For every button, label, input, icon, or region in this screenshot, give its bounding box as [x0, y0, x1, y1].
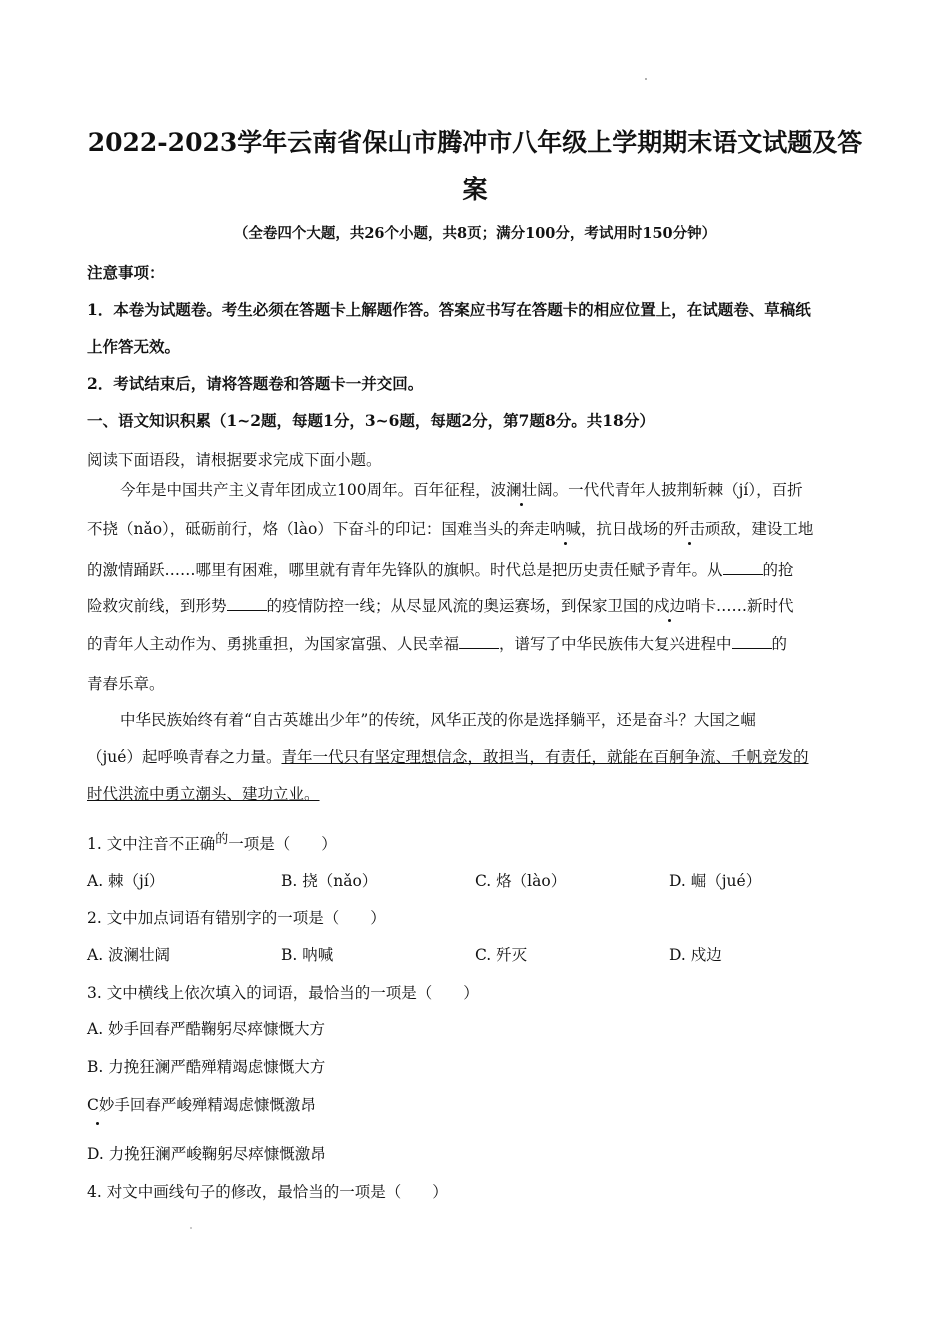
passage-line: 青春乐章。 [87, 675, 165, 693]
q2-option-c: C. 歼灭 [475, 946, 528, 964]
q3-option-b: B. 力挽狂澜严酷殚精竭虑慷慨大方 [87, 1058, 326, 1076]
passage-line: （jué）起呼唤青春之力量。青年一代只有坚定理想信念，敢担当，有责任，就能在百舸争流、千帆竞发的 [87, 748, 809, 766]
question-1: 1. 文中注音不正确$^的$一项是（ ） [87, 832, 337, 853]
stray-dot [96, 1122, 99, 1125]
q1-option-d: D. 崛（jué） [669, 872, 762, 890]
fill-blank [732, 634, 772, 649]
document-title-line1: 2022-2023学年云南省保山市腾冲市八年级上学期期末语文试题及答 [87, 128, 863, 157]
passage-line [87, 783, 320, 805]
exam-info: （全卷四个大题，共26个小题，共8页；满分100分，考试用时150分钟） [233, 225, 717, 242]
question-4: 4. 对文中画线句子的修改，最恰当的一项是（ ） [87, 1183, 448, 1201]
underlined-sentence: 时代洪流中勇立潮头、建功立业。 [87, 785, 320, 803]
notice-item-1: 1．本卷为试题卷。考生必须在答题卡上解题作答。答案应书写在答题卡的相应位置上，在试题卷、草稿纸 [87, 300, 811, 319]
passage-intro: 阅读下面语段，请根据要求完成下面小题。 [87, 451, 382, 469]
dotted-term: 呐喊 [549, 520, 581, 538]
question-3: 3. 文中横线上依次填入的词语，最恰当的一项是（ ） [87, 984, 479, 1002]
q3-option-c: C妙手回春严峻殚精竭虑慷慨激昂 [87, 1096, 316, 1114]
q3-option-a: A. 妙手回春严酷鞠躬尽瘁慷慨大方 [87, 1020, 326, 1038]
section-heading: 一、语文知识积累（1~2题，每题1分，3~6题，每题2分，第7题8分。共18分） [87, 411, 655, 430]
q2-option-a: A. 波澜壮阔 [87, 946, 171, 964]
q1-option-c: C. 烙（lào） [475, 872, 567, 890]
q2-option-d: D. 戍边 [669, 946, 722, 964]
passage-line: 的青年人主动作为、勇挑重担，为国家富强、人民幸福 ，谱写了中华民族伟大复兴进程中 的 [87, 635, 788, 653]
document-title-line2: 案 [462, 175, 488, 204]
dotted-term: 戍边 [654, 597, 686, 615]
passage-line: 不挠（nǎo），砥砺前行，烙（lào）下奋斗的印记：国难当头的奔走呐喊，抗日战场的歼击顽敌，建设工地 [87, 520, 814, 538]
q2-option-b: B. 呐喊 [281, 946, 334, 964]
passage-line: 的激情踊跃……哪里有困难，哪里就有青年先锋队的旗帜。时代总是把历史责任赋予青年。从 的抢 [87, 561, 794, 579]
passage-line: 今年是中国共产主义青年团成立100周年。百年征程，波澜壮阔。一代代青年人披荆斩棘（jí），百折 [120, 481, 803, 499]
q1-option-b: B. 挠（nǎo） [281, 872, 378, 890]
scan-speck [645, 78, 647, 80]
q3-option-d: D. 力挽狂澜严峻鞠躬尽瘁慷慨激昂 [87, 1145, 326, 1163]
passage-line: 险救灾前线，到形势 的疫情防控一线；从尽显风流的奥运赛场，到保家卫国的戍边哨卡……新时代 [87, 597, 794, 615]
underlined-sentence: 青年一代只有坚定理想信念，敢担当，有责任，就能在百舸争流、千帆竞发的 [281, 748, 809, 766]
passage-line: 中华民族始终有着“自古英雄出少年”的传统，风华正茂的你是选择躺平，还是奋斗？大国之崛 [120, 711, 756, 729]
dotted-term: 波澜壮阔 [490, 481, 553, 499]
notice-item-1-cont: 上作答无效。 [87, 337, 181, 356]
fill-blank [459, 634, 499, 649]
dotted-term: 歼击 [673, 520, 705, 538]
notice-item-2: 2．考试结束后，请将答题卷和答题卡一并交回。 [87, 374, 424, 393]
q1-option-a: A. 棘（jí） [87, 872, 165, 890]
question-2: 2. 文中加点词语有错别字的一项是（ ） [87, 909, 386, 927]
fill-blank [723, 560, 763, 575]
notice-heading: 注意事项： [87, 263, 165, 282]
fill-blank [227, 596, 267, 611]
scan-speck [190, 1227, 192, 1229]
